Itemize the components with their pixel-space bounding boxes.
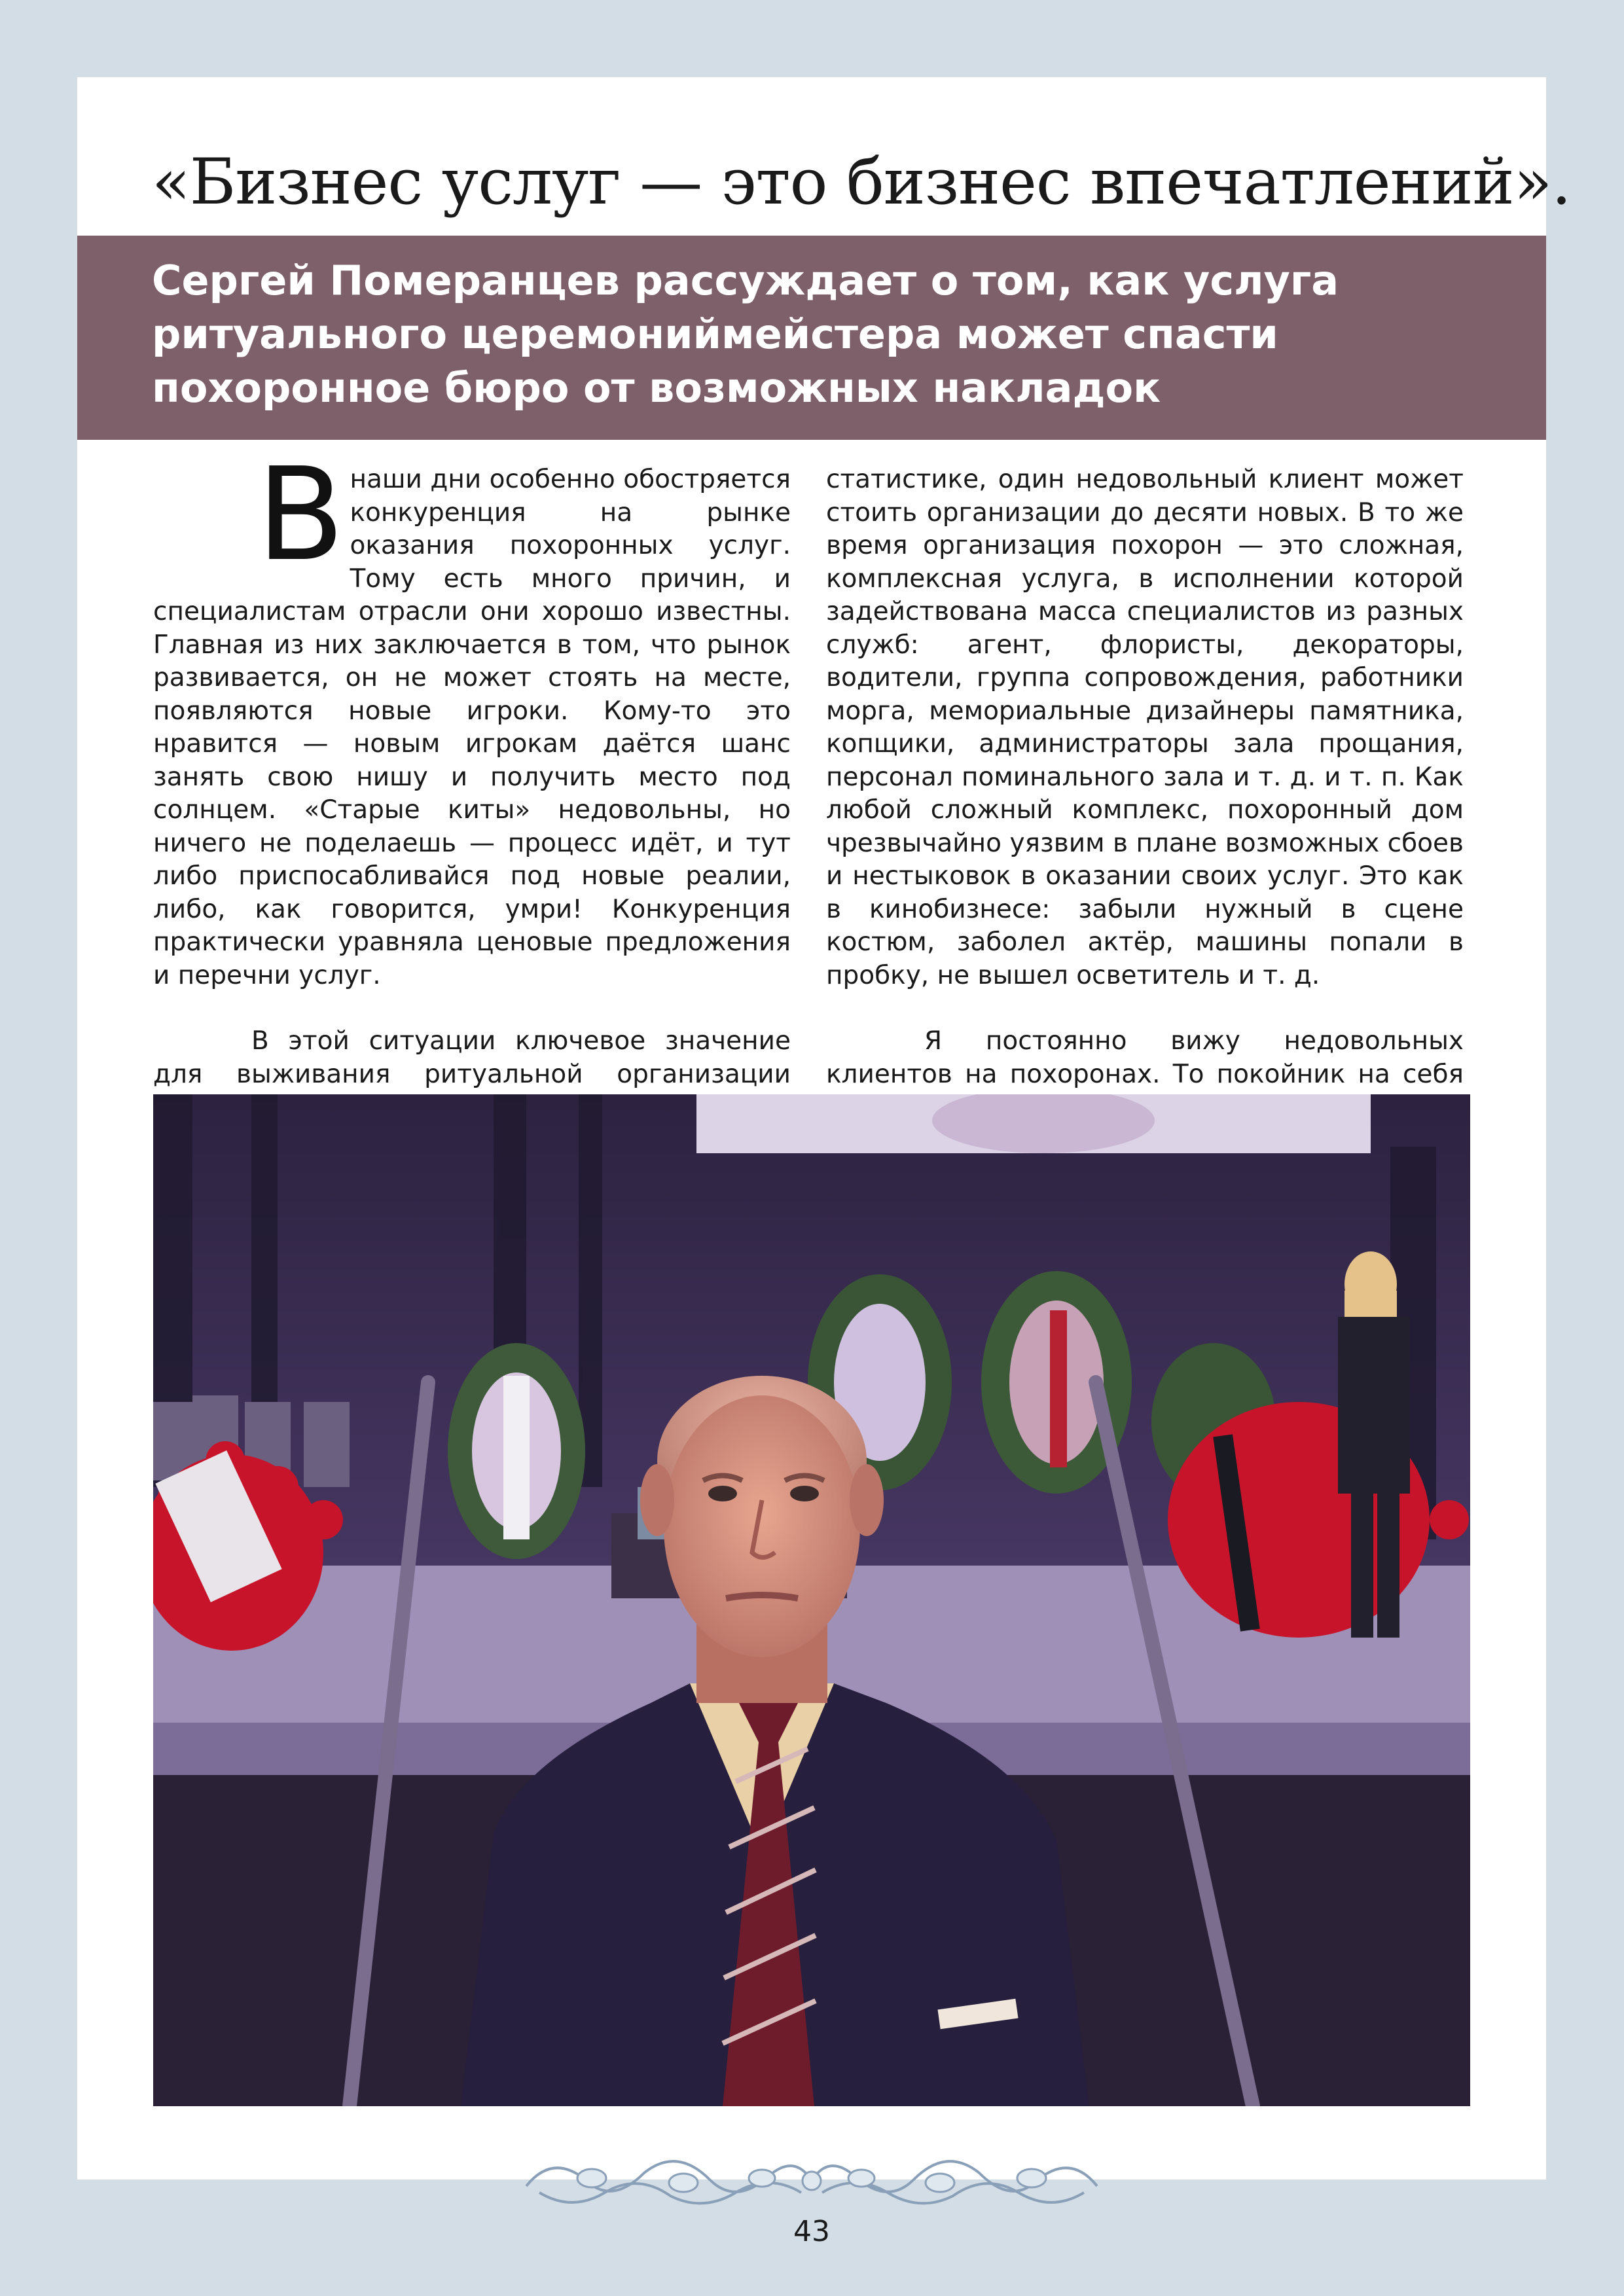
page-number: 43 <box>793 2215 830 2248</box>
paragraph <box>153 440 791 992</box>
article-subheadline: Сергей Померанцев рассуждает о том, как услуга ритуального церемониймейстера может спасти похоронное бюро от возможных накладок <box>152 257 1339 412</box>
decorative-ornament-icon <box>513 2147 1110 2215</box>
drop-cap: В <box>257 440 345 590</box>
article-headline: «Бизнес услуг — это бизнес впечатлений». <box>152 145 1571 219</box>
article-photo <box>153 1094 1470 2106</box>
text-column-right <box>826 463 1464 1124</box>
paragraph: Я постоянно вижу недовольных клиентов на похоронах. То покойник на себя <box>826 1026 1464 1089</box>
text-column-left <box>153 440 791 1157</box>
paragraph-text: наши дни особенно обостряется конкуренция на рынке оказания похоронных услуг. Тому есть много причин, и специалистам отрасли они хорошо известны. Главная из них заключается в том, что рынок развивается, он не может стоять на месте, появляются новые игроки. Кому-то это нравится — новым игрокам даётся шанс занять свою нишу и получить место под солнцем. «Старые киты» недовольны, но ничего не поделаешь — процесс идёт, и тут либо приспосабливайся под новые реалии, либо, как говорится, умри! Конкуренция практически уравняла ценовые предложения и перечни услуг. <box>153 465 791 990</box>
paragraph: статистике, один недовольный клиент может стоить организации до десяти новых. В то же время организация похорон — это сложная, комплексная услуга, в исполнении которой задействована масса специалистов из разных служб: агент, флористы, декораторы, водители, группа сопровождения, работники морга, мемориальные дизайнеры памятника, копщики, администраторы зала прощания, персонал поминального зала и т. д. и т. п. Как любой сложный комплекс, похоронный дом чрезвычайно уязвим в плане возможных сбоев и нестыковок в оказании своих услуг. Это как в кинобизнесе: забыли нужный в сцене костюм, заболел актёр, машины попали в пробку, не вышел осветитель и т. д. <box>826 465 1464 990</box>
paragraph: В этой ситуации ключевое значение для выживания ритуальной организации <box>153 1026 791 1089</box>
